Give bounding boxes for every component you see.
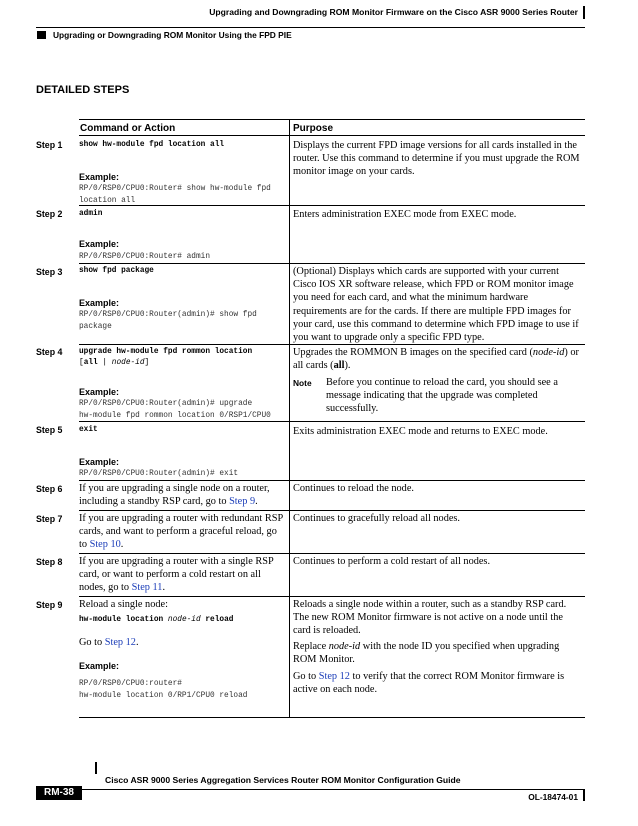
footer-bar (95, 762, 97, 774)
command (79, 616, 233, 624)
step-link[interactable]: Step 10 (89, 539, 121, 551)
command: upgrade hw-module fpd rommon location (79, 348, 253, 356)
example-heading: Example: (79, 387, 120, 397)
column-header-action: Command or Action (80, 123, 176, 134)
row-rule (79, 510, 585, 511)
action-text: . (255, 496, 258, 508)
example-code: RP/0/RSP0/CPU0:Router# show hw-module fpd location all (79, 185, 271, 205)
step-label: Step 1 (36, 140, 63, 150)
command: show hw-module fpd location all (79, 141, 225, 149)
action-text: . (120, 539, 124, 551)
step-purpose: Exits administration EXEC mode and returns to EXEC mode. (293, 426, 548, 437)
example-heading: Example: (79, 239, 120, 249)
command: exit (79, 426, 98, 434)
detailed-steps-heading: DETAILED STEPS (36, 84, 130, 96)
step-action (79, 512, 287, 552)
example-code (79, 398, 287, 422)
bracket: ] (144, 359, 150, 367)
step-action (79, 555, 287, 595)
step-action (79, 482, 287, 508)
example-heading: Example: (79, 172, 120, 182)
running-header-title: Upgrading and Downgrading ROM Monitor Firmware on the Cisco ASR 9000 Series Router (209, 7, 578, 17)
command-args (79, 359, 149, 367)
step-purpose: Reloads a single node within a router, such as a standby RSP card. The new ROM Monitor firmware is not active on a node until the card is reloaded. (293, 599, 567, 637)
step-purpose: Continues to reload the node. (293, 483, 414, 494)
purpose-text: Go to (293, 671, 319, 682)
step-label: Step 7 (36, 514, 63, 524)
step-label: Step 6 (36, 484, 63, 494)
example-line: hw-module location 0/RP1/CPU0 reload (79, 692, 248, 700)
row-rule (79, 480, 585, 481)
bracket: [ (79, 359, 84, 367)
command-text: reload (200, 616, 234, 624)
note-label: Note (293, 378, 312, 388)
table-bottom-rule (79, 717, 585, 718)
header-bar (583, 6, 585, 19)
arg-node-id: node-id (111, 359, 145, 367)
command-arg: node-id (167, 616, 201, 624)
step-label: Step 9 (36, 600, 63, 610)
footer-guide-title: Cisco ASR 9000 Series Aggregation Services Router ROM Monitor Configuration Guide (105, 775, 461, 785)
footer-bar (583, 789, 585, 801)
step-link[interactable]: Step 11 (131, 582, 163, 594)
table-top-rule (79, 119, 585, 120)
action-text: If you are upgrading a single node on a router, including a standby RSP card, go to (79, 483, 270, 508)
purpose-text: to verify that the correct ROM Monitor firmware is active on each node. (293, 671, 565, 696)
command: show fpd package (79, 267, 154, 275)
step-link[interactable]: Step 12 (104, 637, 136, 648)
purpose-bold: all (333, 360, 345, 372)
step-label: Step 4 (36, 347, 63, 357)
column-divider (289, 119, 290, 717)
step-purpose: Continues to gracefully reload all nodes. (293, 513, 460, 524)
step-purpose (293, 346, 583, 372)
example-code (79, 678, 287, 702)
example-heading: Example: (79, 661, 120, 671)
example-line: RP/0/RSP0/CPU0:router# (79, 680, 182, 688)
arg-all: all (83, 359, 98, 367)
separator: | (97, 359, 112, 367)
step-purpose: Displays the current FPD image versions for all cards installed in the router. Use this command to determine if you must upgrade the ROM monitor image on your cards. (293, 140, 580, 178)
step-link[interactable]: Step 9 (229, 496, 256, 508)
action-text: . (162, 582, 166, 594)
row-rule (79, 344, 585, 345)
section-marker (37, 31, 46, 39)
step-purpose: Enters administration EXEC mode from EXEC mode. (293, 209, 517, 220)
action-text: Go to (79, 637, 105, 648)
header-rule (36, 27, 585, 28)
step-label: Step 8 (36, 557, 63, 567)
step-purpose: Continues to perform a cold restart of all nodes. (293, 556, 491, 567)
purpose-text: ) or all cards ( (293, 347, 579, 372)
purpose-text: with the node ID you specified when upgrading ROM Monitor. (293, 641, 560, 666)
footer-rule (36, 789, 585, 790)
example-code: RP/0/RSP0/CPU0:Router(admin)# exit (79, 470, 239, 478)
action-text: . (135, 637, 139, 648)
step-purpose: (Optional) Displays which cards are supported with your current Cisco IOS XR software release, which FPD or ROM monitor image you need for each card, and what the minimum hardware requirements are for the cards. If there are multiple FPD images for your card, use this command to determine which FPD image to use if you want to upgrade only a specific FPD type. (293, 266, 579, 344)
purpose-italic: node-id (532, 347, 565, 358)
example-line: hw-module fpd rommon location 0/RSP1/CPU0 (79, 412, 271, 420)
step-purpose (293, 670, 583, 696)
command-text: hw-module location (79, 616, 168, 624)
example-code: RP/0/RSP0/CPU0:Router(admin)# show fpd package (79, 311, 257, 331)
row-rule (79, 596, 585, 597)
purpose-text: Replace (293, 641, 329, 652)
document-id: OL-18474-01 (528, 792, 578, 802)
action-text: If you are upgrading a router with a single RSP card, or want to perform a cold restart on all nodes, go to (79, 556, 274, 594)
command: admin (79, 210, 103, 218)
step-label: Step 5 (36, 425, 63, 435)
row-rule (79, 263, 585, 264)
step-purpose (293, 640, 583, 666)
purpose-text: Upgrades the ROMMON B images on the specified card ( (293, 347, 533, 358)
running-header-section: Upgrading or Downgrading ROM Monitor Using the FPD PIE (53, 30, 292, 40)
step-action: Reload a single node: (79, 599, 168, 610)
table-header-rule (79, 135, 585, 136)
example-code: RP/0/RSP0/CPU0:Router# admin (79, 253, 211, 261)
purpose-italic: node-id (328, 641, 361, 652)
step-label: Step 3 (36, 267, 63, 277)
row-rule (79, 553, 585, 554)
step-label: Step 2 (36, 209, 63, 219)
page-number: RM-38 (36, 786, 82, 800)
example-heading: Example: (79, 457, 120, 467)
example-line: RP/0/RSP0/CPU0:Router(admin)# upgrade (79, 400, 253, 408)
row-rule (79, 205, 585, 206)
example-heading: Example: (79, 298, 120, 308)
note-text: Before you continue to reload the card, you should see a message indicating that the upgrade was completed successfully. (326, 377, 558, 415)
column-header-purpose: Purpose (293, 123, 334, 134)
row-rule (79, 421, 585, 422)
step-link[interactable]: Step 12 (318, 671, 350, 682)
goto-text (79, 636, 287, 649)
action-text: If you are upgrading a router with redundant RSP cards, and want to perform a graceful reload, go to (79, 513, 283, 551)
purpose-text: ). (344, 360, 351, 372)
